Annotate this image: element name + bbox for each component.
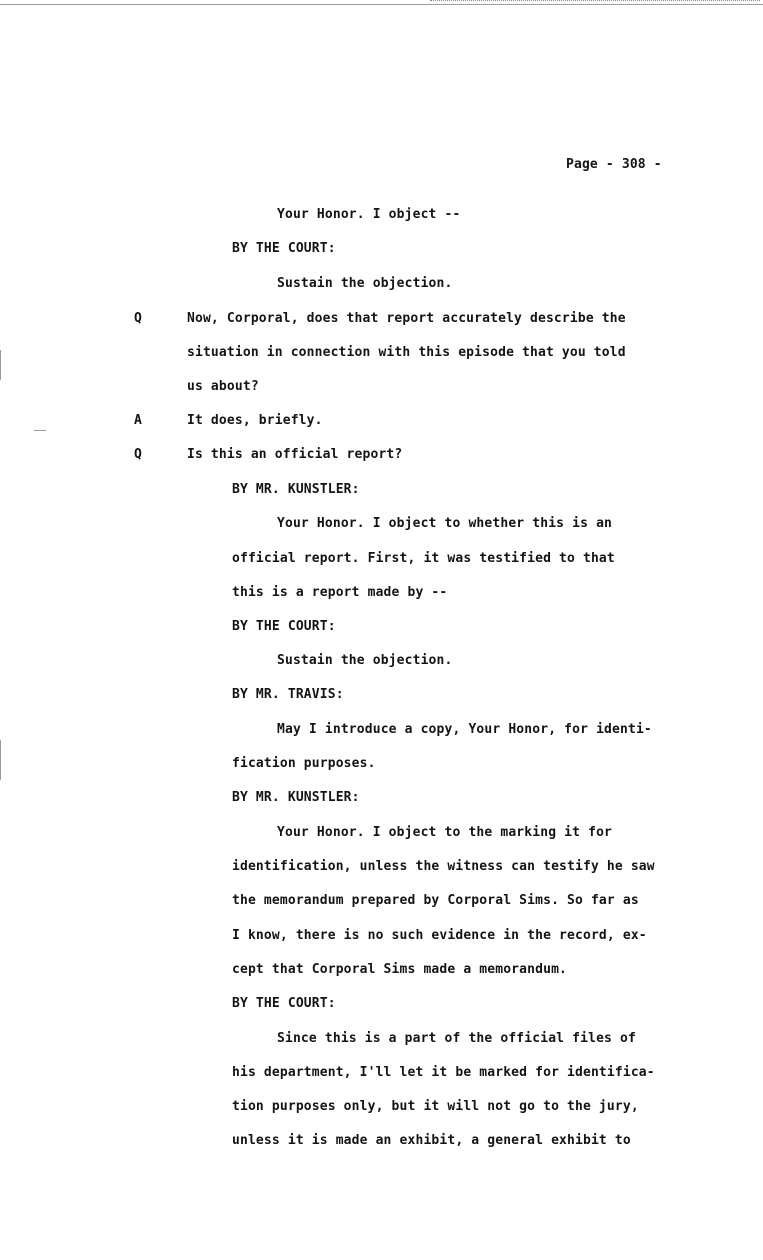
- transcript-line: tion purposes only, but it will not go to the jury,: [232, 1099, 639, 1114]
- transcript-line: Your Honor. I object to the marking it for: [277, 825, 613, 840]
- transcript-line: unless it is made an exhibit, a general exhibit to: [232, 1133, 631, 1148]
- transcript-line: Now, Corporal, does that report accurately describe the: [187, 311, 626, 326]
- margin-mark: [34, 430, 46, 431]
- transcript-line: fication purposes.: [232, 756, 376, 771]
- transcript-line: Sustain the objection.: [277, 653, 453, 668]
- speaker-heading: BY MR. TRAVIS:: [232, 687, 344, 702]
- top-border-line: [0, 4, 763, 5]
- margin-mark: [0, 350, 1, 380]
- speaker-heading: BY THE COURT:: [232, 619, 336, 634]
- top-edge-mark: [430, 0, 760, 4]
- speaker-heading: BY THE COURT:: [232, 996, 336, 1011]
- transcript-line: It does, briefly.: [187, 413, 323, 428]
- transcript-line: his department, I'll let it be marked for identifica-: [232, 1065, 655, 1080]
- transcript-line: Sustain the objection.: [277, 276, 453, 291]
- transcript-line: Your Honor. I object --: [277, 207, 461, 222]
- transcript-line: this is a report made by --: [232, 585, 448, 600]
- answer-marker: A: [134, 413, 142, 428]
- transcript-line: May I introduce a copy, Your Honor, for identi-: [277, 722, 652, 737]
- question-marker: Q: [134, 447, 142, 462]
- transcript-line: official report. First, it was testified to that: [232, 551, 615, 566]
- transcript-line: situation in connection with this episode that you told: [187, 345, 626, 360]
- margin-mark: [0, 740, 1, 780]
- transcript-line: cept that Corporal Sims made a memorandum.: [232, 962, 568, 977]
- transcript-line: I know, there is no such evidence in the record, ex-: [232, 928, 647, 943]
- speaker-heading: BY MR. KUNSTLER:: [232, 482, 360, 497]
- speaker-heading: BY THE COURT:: [232, 241, 336, 256]
- transcript-line: us about?: [187, 379, 259, 394]
- transcript-line: Since this is a part of the official files of: [277, 1031, 636, 1046]
- transcript-line: the memorandum prepared by Corporal Sims. So far as: [232, 893, 639, 908]
- transcript-line: Is this an official report?: [187, 447, 403, 462]
- speaker-heading: BY MR. KUNSTLER:: [232, 790, 360, 805]
- transcript-line: identification, unless the witness can testify he saw: [232, 859, 655, 874]
- transcript-line: Your Honor. I object to whether this is an: [277, 516, 613, 531]
- question-marker: Q: [134, 311, 142, 326]
- page-number: Page - 308 -: [566, 157, 662, 172]
